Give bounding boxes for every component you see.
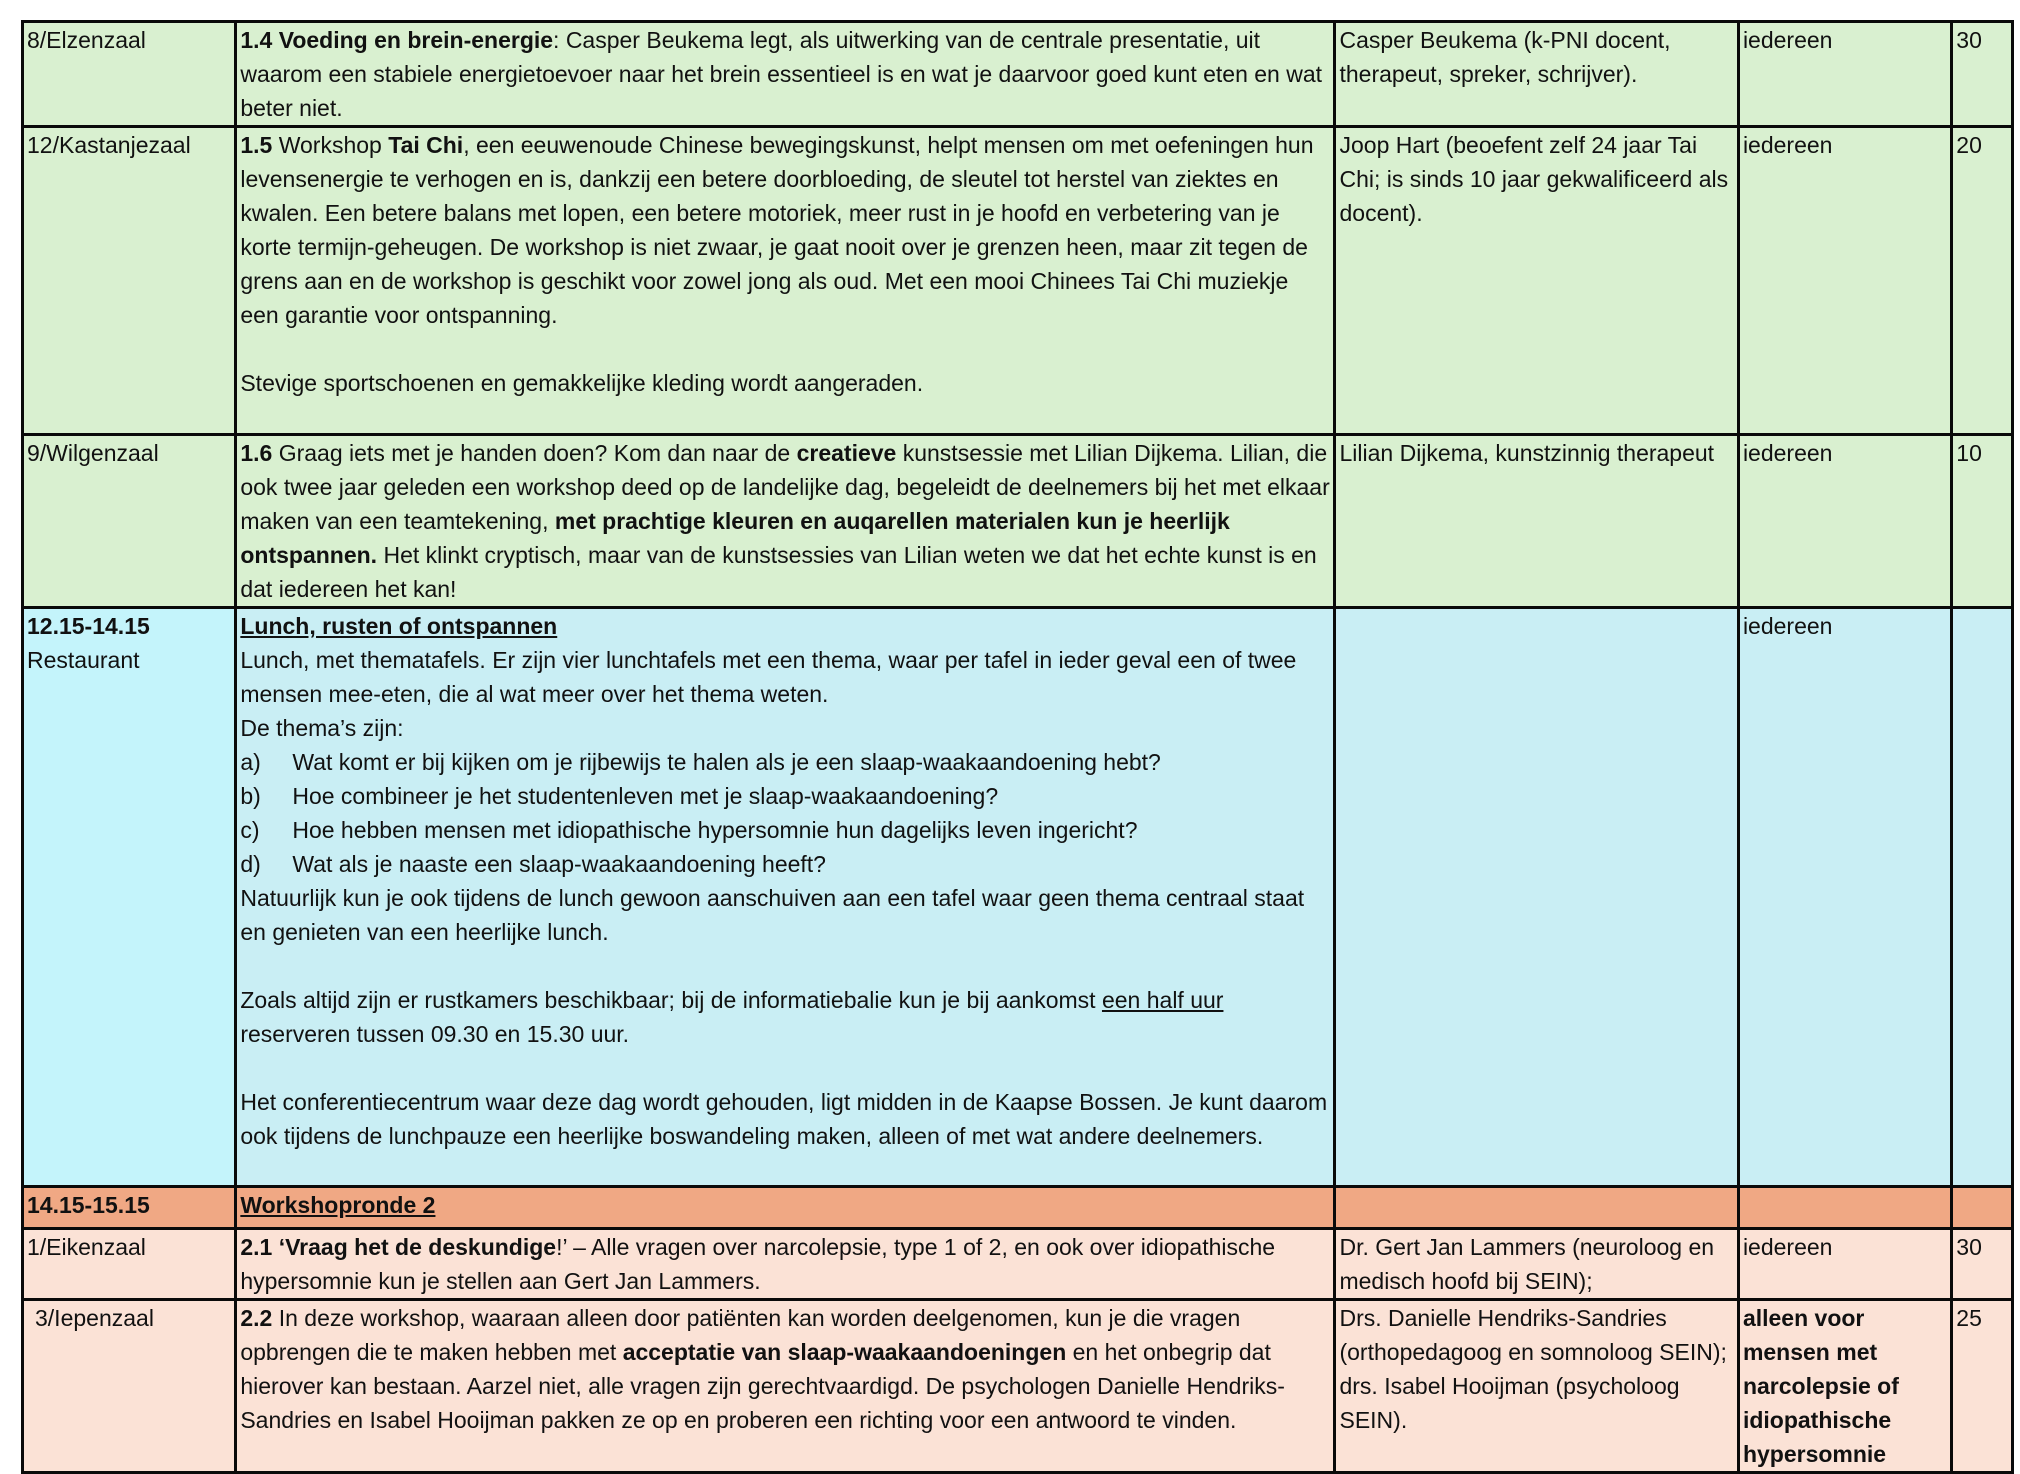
capacity-cell [1952,1187,2013,1229]
description-cell [236,1229,1335,1300]
room-label: 1/Eikenzaal [27,1234,146,1260]
capacity-value: 30 [1956,27,1982,53]
theme-marker: c) [240,817,260,843]
speaker-cell [1335,22,1738,127]
audience-text: iedereen [1742,1234,1833,1260]
capacity-cell [1952,22,2013,127]
theme-item [240,813,1331,847]
audience-cell [1738,127,1951,435]
session-text: Workshop [272,132,389,158]
description-cell [236,1300,1335,1473]
round-header-row [23,1187,2013,1229]
session-number: 2.1 [240,1234,273,1260]
speaker-cell [1335,435,1738,608]
room-label: 3/Iepenzaal [35,1305,154,1331]
room-cell [23,127,236,435]
session-text: , een eeuwenoude Chinese bewegingskunst, helpt mensen om met oefeningen hun levensenergie te verhogen en is, dankzij een betere doorbloeding, de sleutel tot herstel van ziektes en kwalen. Een betere balans met lopen, een betere motoriek, meer rust in je hoofd en verbetering van je korte termijn-geheugen. De workshop is niet zwaar, je gaat nooit over je grenzen heen, maar zit tegen de grens aan en de workshop is geschikt voor zowel jong als oud. Met een mooi Chinees Tai Chi muziekje een garantie voor ontspanning. [240,132,1314,328]
capacity-value: 20 [1956,132,1982,158]
speaker-cell [1335,1300,1738,1473]
table-row [23,435,2013,608]
speaker-cell [1335,1229,1738,1300]
theme-item [240,779,1331,813]
audience-restriction: alleen voor mensen met narcolepsie of idiopathische hypersomnie [1742,1305,1899,1467]
capacity-cell [1952,608,2013,1187]
description-cell [236,127,1335,435]
capacity-value: 25 [1956,1305,1982,1331]
round-title-cell [236,1187,1335,1229]
capacity-value: 10 [1956,440,1982,466]
time-cell [23,608,236,1187]
themes-label: De thema’s zijn: [240,715,404,741]
rest-duration: een half uur [1101,987,1224,1013]
speaker-text: Casper Beukema (k-PNI docent, therapeut, spreker, schrijver). [1339,27,1671,87]
session-keyword: acceptatie van slaap-waakaandoeningen [622,1339,1067,1365]
rest-text: reserveren tussen 09.30 en 15.30 uur. [240,1021,630,1047]
speaker-text: drs. Isabel Hooijman (psycholoog SEIN). [1339,1373,1680,1433]
session-highlight: met prachtige kleuren en auqarellen materialen kun je heerlijk ontspannen. [240,508,1230,568]
lunch-intro: Lunch, met thematafels. Er zijn vier lunchtafels met een thema, waar per tafel in ieder geval een of twee mensen mee-eten, die al wat meer over het thema weten. [240,647,1297,707]
time-cell [23,1187,236,1229]
theme-marker: d) [240,851,261,877]
session-number: 1.6 [240,440,273,466]
theme-text: Wat als je naaste een slaap-waakaandoening heeft? [292,851,826,877]
speaker-cell [1335,127,1738,435]
audience-cell [1738,608,1951,1187]
themes-list [240,745,1331,881]
capacity-cell [1952,1300,2013,1473]
theme-marker: b) [240,783,261,809]
room-label: 8/Elzenzaal [27,27,146,53]
lunch-location: Restaurant [27,647,140,673]
theme-item [240,745,1331,779]
session-title: 1.4 Voeding en brein-energie [240,27,554,53]
description-cell [236,435,1335,608]
session-number: 1.5 [240,132,273,158]
session-text: !’ [556,1234,567,1260]
session-description: : Casper Beukema legt, als uitwerking van de centrale presentatie, uit waarom een stabiele energietoevoer naar het brein essentieel is en wat je daarvoor goed kunt eten en wat beter niet. [240,27,1323,121]
round-title: Workshopronde 2 [240,1192,436,1218]
session-note: Stevige sportschoenen en gemakkelijke kleding wordt aangeraden. [240,370,924,396]
room-label: 9/Wilgenzaal [27,440,159,466]
capacity-cell [1952,435,2013,608]
audience-text: iedereen [1742,440,1833,466]
session-number: 2.2 [240,1305,273,1331]
audience-text: iedereen [1742,132,1833,158]
capacity-cell [1952,1229,2013,1300]
audience-cell [1738,1187,1951,1229]
room-cell [23,22,236,127]
lunch-table-note: Natuurlijk kun je ook tijdens de lunch gewoon aanschuiven aan een tafel waar geen thema centraal staat en genieten van een heerlijke lunch. [240,885,1305,945]
speaker-cell [1335,608,1738,1187]
table-row [23,127,2013,435]
speaker-text: Lilian Dijkema, kunstzinnig therapeut [1339,440,1715,466]
room-cell [23,1229,236,1300]
speaker-cell [1335,1187,1738,1229]
session-text: – Alle vragen over narcolepsie, type 1 of 2, en ook over idiopathische hypersomnie kun je stellen aan Gert Jan Lammers. [240,1234,1276,1294]
capacity-cell [1952,127,2013,435]
description-cell [236,608,1335,1187]
rest-rooms-note [240,983,1331,1051]
session-text: kunstsessie met Lilian Dijkema. Lilian, die ook twee jaar geleden een workshop deed op de landelijke dag, begeleidt de deelnemers bij het met elkaar maken van een teamtekening, [240,440,1330,534]
audience-cell [1738,1300,1951,1473]
lunch-row [23,608,2013,1187]
session-text: In deze workshop, waaraan alleen door patiënten kan worden deelgenomen, kun je die vragen opbrengen die te maken hebben met [240,1305,1241,1365]
session-keyword: Tai Chi [388,132,464,158]
table-row [23,22,2013,127]
forest-note: Het conferentiecentrum waar deze dag wordt gehouden, ligt midden in de Kaapse Bossen. Je kunt daarom ook tijdens de lunchpauze een heerlijke boswandeling maken, alleen of met wat andere deelnemers. [240,1089,1328,1149]
lunch-title: Lunch, rusten of ontspannen [240,613,558,639]
audience-text: iedereen [1742,613,1833,639]
theme-text: Wat komt er bij kijken om je rijbewijs te halen als je een slaap-waakaandoening hebt? [292,749,1161,775]
speaker-text: Drs. Danielle Hendriks-Sandries (orthopedagoog en somnoloog SEIN); [1339,1305,1727,1365]
table-row [23,1300,2013,1473]
session-text: Graag iets met je handen doen? Kom dan naar de [272,440,797,466]
audience-cell [1738,1229,1951,1300]
speaker-text: Joop Hart (beoefent zelf 24 jaar Tai Chi; is sinds 10 jaar gekwalificeerd als docent). [1339,132,1729,226]
audience-text: iedereen [1742,27,1833,53]
round-time: 14.15-15.15 [27,1192,150,1218]
theme-text: Hoe hebben mensen met idiopathische hypersomnie hun dagelijks leven ingericht? [292,817,1138,843]
lunch-time: 12.15-14.15 [27,613,150,639]
room-cell [23,435,236,608]
theme-item [240,847,1331,881]
theme-text: Hoe combineer je het studentenleven met je slaap-waakaandoening? [292,783,999,809]
audience-cell [1738,22,1951,127]
description-cell [236,22,1335,127]
audience-cell [1738,435,1951,608]
session-keyword: creatieve [796,440,897,466]
session-title: ‘Vraag het de deskundige [272,1234,557,1260]
session-text: en het onbegrip dat hierover kan bestaan. Aarzel niet, alle vragen zijn gerechtvaardigd. De psychologen Danielle Hendriks-Sandries en Isabel Hooijman pakken ze op en proberen een richting voor een antwoord te vinden. [240,1339,1285,1433]
room-label: 12/Kastanjezaal [27,132,191,158]
speaker-text: Dr. Gert Jan Lammers (neuroloog en medisch hoofd bij SEIN); [1339,1234,1715,1294]
theme-marker: a) [240,749,261,775]
table-row [23,1229,2013,1300]
session-text: Het klinkt cryptisch, maar van de kunstsessies van Lilian weten we dat het echte kunst is en dat iedereen het kan! [240,542,1317,602]
rest-text: Zoals altijd zijn er rustkamers beschikbaar; bij de informatiebalie kun je bij aankomst [240,987,1102,1013]
capacity-value: 30 [1956,1234,1982,1260]
program-table [21,20,2014,1474]
room-cell [23,1300,236,1473]
